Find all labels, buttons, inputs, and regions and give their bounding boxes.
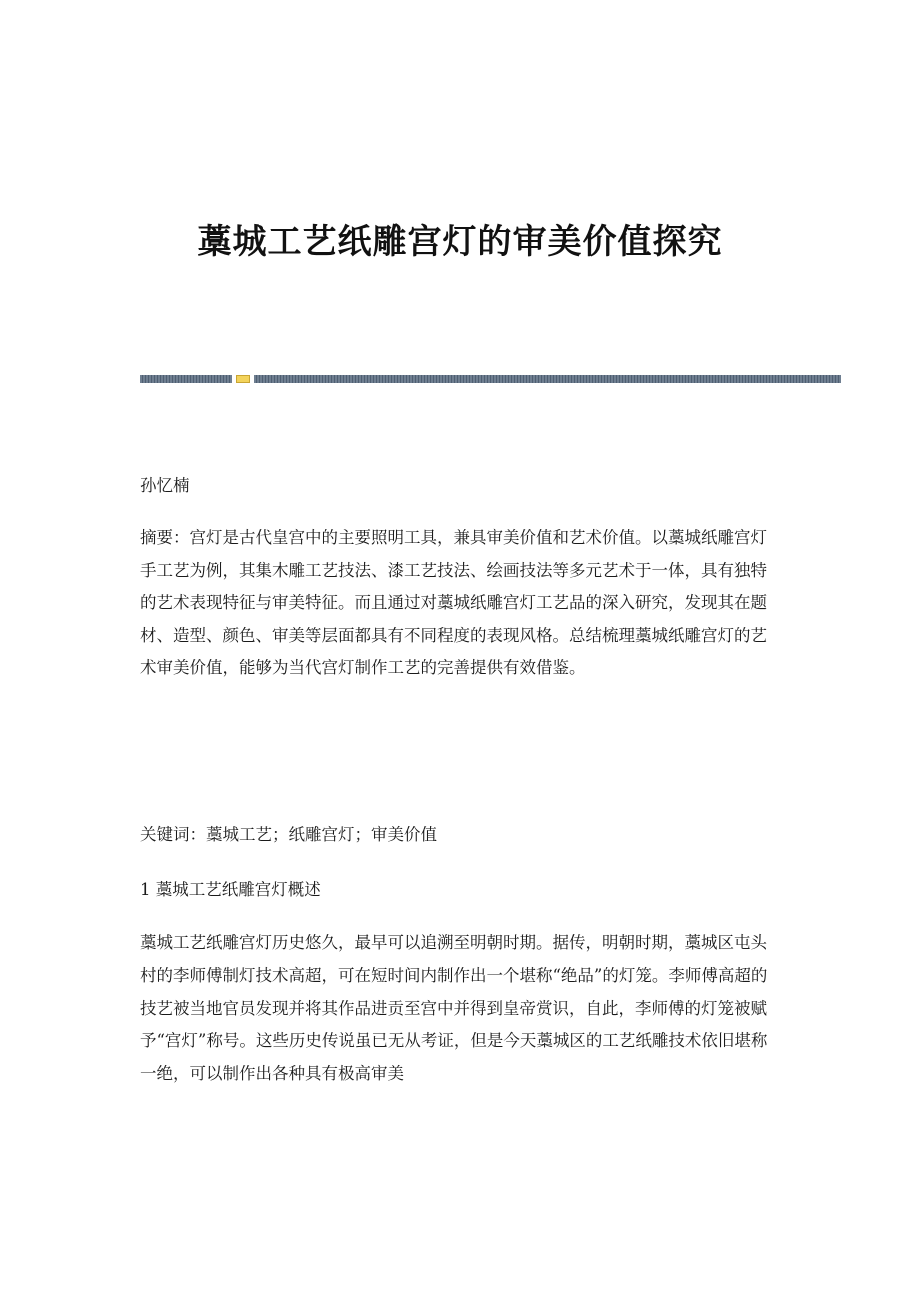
author-name: 孙忆楠 xyxy=(140,476,190,495)
divider-right-bar xyxy=(254,375,841,383)
divider-ornament-icon xyxy=(236,375,250,383)
section-heading: 1 藁城工艺纸雕宫灯概述 xyxy=(140,880,321,899)
body-paragraph: 藁城工艺纸雕宫灯历史悠久，最早可以追溯至明朝时期。据传，明朝时期，藁城区屯头村的李师傅制灯技术高超，可在短时间内制作出一个堪称“绝品”的灯笼。李师傅高超的技艺被当地官员发现并将其作品进贡至宫中并得到皇帝赏识，自此，李师傅的灯笼被赋予“宫灯”称号。这些历史传说虽已无从考证，但是今天藁城区的工艺纸雕技术依旧堪称一绝，可以制作出各种具有极高审美 xyxy=(140,933,768,1084)
divider-left-bar xyxy=(140,375,232,383)
decorative-divider xyxy=(140,375,841,383)
abstract-paragraph: 摘要：宫灯是古代皇宫中的主要照明工具，兼具审美价值和艺术价值。以藁城纸雕宫灯手工艺为例，其集木雕工艺技法、漆工艺技法、绘画技法等多元艺术于一体，具有独特的艺术表现特征与审美特征。而且通过对藁城纸雕宫灯工艺品的深入研究，发现其在题材、造型、颜色、审美等层面都具有不同程度的表现风格。总结梳理藁城纸雕宫灯的艺术审美价值，能够为当代宫灯制作工艺的完善提供有效借鉴。 xyxy=(140,528,767,677)
keywords-line: 关键词：藁城工艺；纸雕宫灯；审美价值 xyxy=(140,825,437,844)
paper-title: 藁城工艺纸雕宫灯的审美价值探究 xyxy=(197,222,723,262)
